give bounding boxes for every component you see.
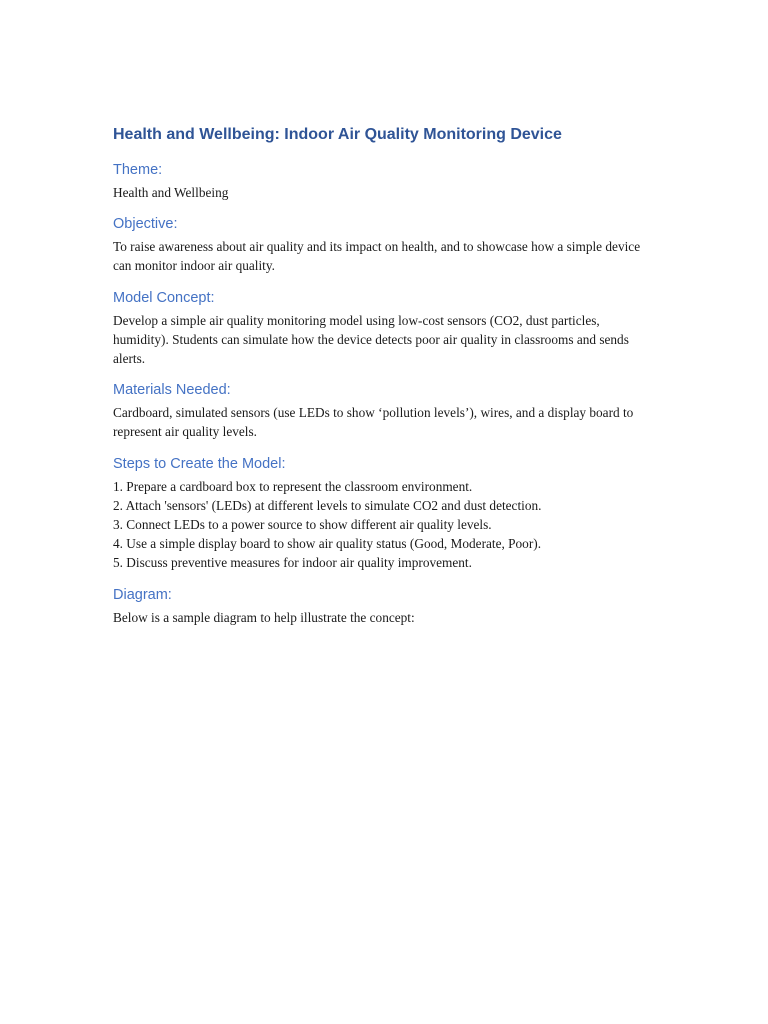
step-item: 5. Discuss preventive measures for indoor air quality improvement. [113, 555, 472, 571]
section-materials [113, 380, 658, 441]
section-model-concept [113, 288, 658, 369]
document-title: Health and Wellbeing: Indoor Air Quality Monitoring Device [113, 126, 562, 143]
step-item: 3. Connect LEDs to a power source to show different air quality levels. [113, 517, 492, 533]
materials-text: Cardboard, simulated sensors (use LEDs to show ‘pollution levels’), wires, and a display board to represent air quality levels. [113, 405, 634, 440]
section-objective [113, 214, 658, 275]
diagram-text: Below is a sample diagram to help illustrate the concept: [113, 609, 415, 625]
objective-heading: Objective: [113, 216, 178, 233]
steps-heading: Steps to Create the Model: [113, 455, 286, 472]
section-steps [113, 454, 658, 573]
steps-list [113, 477, 658, 573]
materials-heading: Materials Needed: [113, 382, 231, 399]
step-item: 4. Use a simple display board to show air quality status (Good, Moderate, Poor). [113, 536, 542, 552]
step-item: 2. Attach 'sensors' (LEDs) at different levels to simulate CO2 and dust detection. [113, 497, 542, 513]
section-diagram [113, 585, 658, 627]
theme-text: Health and Wellbeing [113, 185, 229, 200]
step-item: 1. Prepare a cardboard box to represent the classroom environment. [113, 478, 473, 494]
document-content [113, 124, 658, 639]
theme-heading: Theme: [113, 162, 163, 178]
objective-text: To raise awareness about air quality and its impact on health, and to showcase how a simple device can monitor indoor air quality. [113, 239, 641, 274]
diagram-heading: Diagram: [113, 586, 172, 603]
model-concept-text: Develop a simple air quality monitoring model using low-cost sensors (CO2, dust particles, humidity). Students can simulate how the device detects poor air quality in classrooms and sends alerts. [113, 312, 629, 367]
section-theme [113, 160, 658, 202]
model-concept-heading: Model Concept: [113, 289, 215, 306]
